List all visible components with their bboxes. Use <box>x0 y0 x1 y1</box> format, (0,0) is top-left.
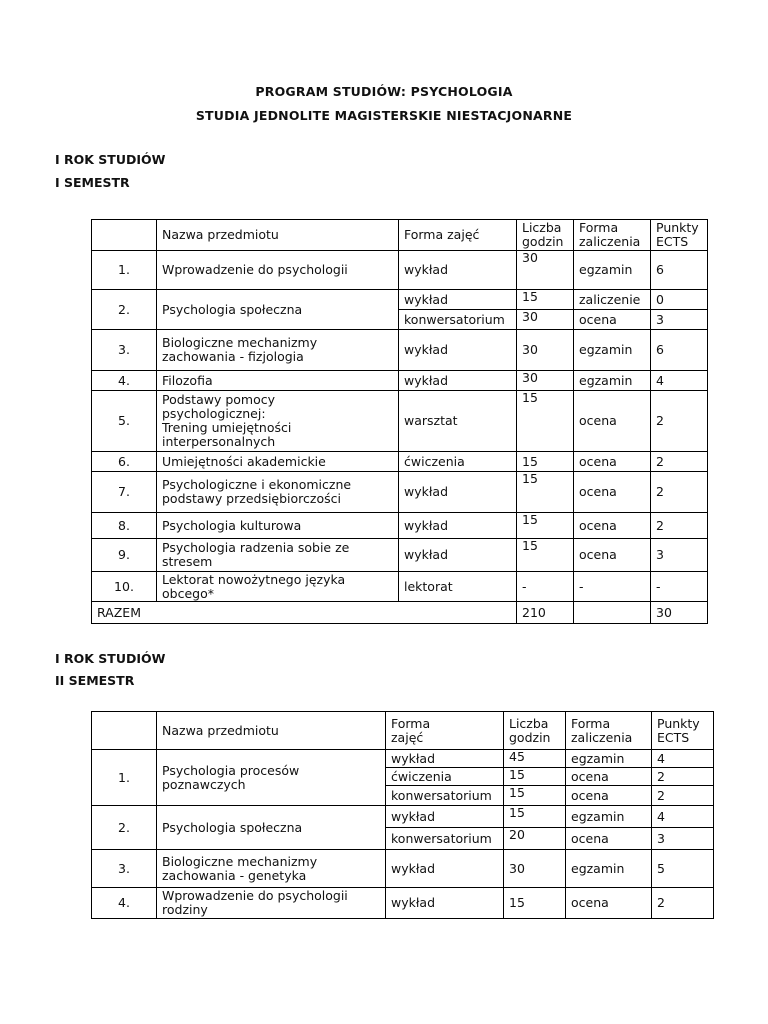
table-row <box>92 539 708 572</box>
pass-form: ocena <box>574 472 651 513</box>
pass-form: ocena <box>566 888 652 919</box>
pass-form: ocena <box>566 786 652 806</box>
row-number: 7. <box>92 472 157 513</box>
header-cell-pass: Forma zaliczenia <box>574 220 651 251</box>
hours: 15 <box>517 472 574 513</box>
total-row <box>92 602 708 624</box>
ects-points: 4 <box>652 806 714 828</box>
class-form: warsztat <box>399 391 517 452</box>
year-heading-1: I ROK STUDIÓW <box>55 152 166 167</box>
class-form: wykład <box>399 513 517 539</box>
ects-points: 2 <box>651 472 708 513</box>
hours: 20 <box>504 828 566 850</box>
table-row <box>92 330 708 371</box>
class-form: wykład <box>399 371 517 391</box>
row-number: 4. <box>92 371 157 391</box>
table-row <box>92 251 708 290</box>
ects-points: 2 <box>651 452 708 472</box>
class-form: lektorat <box>399 572 517 602</box>
table-row <box>92 290 708 310</box>
subject-name: Podstawy pomocy psychologicznej: Trening umiejętności interpersonalnych <box>157 391 399 452</box>
class-form: wykład <box>386 806 504 828</box>
hours: - <box>517 572 574 602</box>
class-form: wykład <box>386 888 504 919</box>
ects-points: 2 <box>651 513 708 539</box>
subject-name: Psychologia procesów poznawczych <box>157 750 386 806</box>
hours: 15 <box>504 786 566 806</box>
hours: 15 <box>517 539 574 572</box>
table-row <box>92 391 708 452</box>
ects-points: 6 <box>651 251 708 290</box>
header-cell-hours: Liczba godzin <box>517 220 574 251</box>
class-form: wykład <box>399 330 517 371</box>
table-row <box>92 452 708 472</box>
hours: 15 <box>517 452 574 472</box>
class-form: wykład <box>399 251 517 290</box>
table-row <box>92 472 708 513</box>
hours: 30 <box>517 371 574 391</box>
row-number: 1. <box>92 251 157 290</box>
hours: 45 <box>504 750 566 768</box>
ects-points: 0 <box>651 290 708 310</box>
table-row <box>92 572 708 602</box>
ects-points: 3 <box>651 310 708 330</box>
semester-2-table <box>91 711 714 919</box>
pass-form: zaliczenie <box>574 290 651 310</box>
ects-points: - <box>651 572 708 602</box>
hours: 15 <box>504 768 566 786</box>
pass-form: - <box>574 572 651 602</box>
ects-points: 2 <box>652 888 714 919</box>
row-number: 9. <box>92 539 157 572</box>
pass-form: ocena <box>574 391 651 452</box>
header-cell-ects: Punkty ECTS <box>652 712 714 750</box>
hours: 15 <box>517 391 574 452</box>
class-form: ćwiczenia <box>386 768 504 786</box>
ects-points: 3 <box>652 828 714 850</box>
header-cell-ects: Punkty ECTS <box>651 220 708 251</box>
table-row <box>92 806 714 828</box>
row-number: 2. <box>92 290 157 330</box>
subject-name: Biologiczne mechanizmy zachowania - fizjologia <box>157 330 399 371</box>
ects-points: 2 <box>651 391 708 452</box>
row-number: 3. <box>92 850 157 888</box>
subject-name: Wprowadzenie do psychologii <box>157 251 399 290</box>
header-cell-number <box>92 220 157 251</box>
pass-form: ocena <box>574 513 651 539</box>
pass-form: egzamin <box>566 850 652 888</box>
semester-heading-2: II SEMESTR <box>55 673 135 688</box>
row-number: 1. <box>92 750 157 806</box>
header-cell-pass: Forma zaliczenia <box>566 712 652 750</box>
class-form: ćwiczenia <box>399 452 517 472</box>
hours: 15 <box>504 806 566 828</box>
pass-form: ocena <box>574 539 651 572</box>
ects-points: 3 <box>651 539 708 572</box>
subject-name: Umiejętności akademickie <box>157 452 399 472</box>
class-form: konwersatorium <box>386 786 504 806</box>
subject-name: Wprowadzenie do psychologii rodziny <box>157 888 386 919</box>
table-row <box>92 888 714 919</box>
total-label: RAZEM <box>92 602 517 624</box>
ects-points: 2 <box>652 768 714 786</box>
pass-form: egzamin <box>574 251 651 290</box>
pass-form: ocena <box>566 768 652 786</box>
ects-points: 2 <box>652 786 714 806</box>
pass-form: ocena <box>566 828 652 850</box>
total-hours: 210 <box>517 602 574 624</box>
class-form: wykład <box>386 850 504 888</box>
table-row <box>92 513 708 539</box>
class-form: konwersatorium <box>399 310 517 330</box>
table-row <box>92 750 714 768</box>
header-cell-hours: Liczba godzin <box>504 712 566 750</box>
row-number: 4. <box>92 888 157 919</box>
page-title: PROGRAM STUDIÓW: PSYCHOLOGIA <box>255 84 513 99</box>
page-subtitle: STUDIA JEDNOLITE MAGISTERSKIE NIESTACJONARNE <box>195 108 573 123</box>
subject-name: Lektorat nowożytnego języka obcego* <box>157 572 399 602</box>
hours: 15 <box>517 290 574 310</box>
table-header-row <box>92 712 714 750</box>
class-form: wykład <box>399 472 517 513</box>
pass-form: ocena <box>574 310 651 330</box>
subject-name: Psychologia społeczna <box>157 290 399 330</box>
row-number: 10. <box>92 572 157 602</box>
pass-form: egzamin <box>574 371 651 391</box>
pass-form: egzamin <box>574 330 651 371</box>
subject-name: Psychologia kulturowa <box>157 513 399 539</box>
pass-form: egzamin <box>566 806 652 828</box>
hours: 15 <box>504 888 566 919</box>
hours: 30 <box>517 310 574 330</box>
class-form: wykład <box>399 290 517 310</box>
row-number: 5. <box>92 391 157 452</box>
table-row <box>92 371 708 391</box>
ects-points: 4 <box>651 371 708 391</box>
pass-form: ocena <box>574 452 651 472</box>
year-heading-2: I ROK STUDIÓW <box>55 651 166 666</box>
subject-name: Filozofia <box>157 371 399 391</box>
class-form: konwersatorium <box>386 828 504 850</box>
table-header-row <box>92 220 708 251</box>
row-number: 2. <box>92 806 157 850</box>
subject-name: Biologiczne mechanizmy zachowania - genetyka <box>157 850 386 888</box>
subject-name: Psychologia społeczna <box>157 806 386 850</box>
subject-name: Psychologia radzenia sobie ze stresem <box>157 539 399 572</box>
hours: 30 <box>504 850 566 888</box>
semester-1-table <box>91 219 708 624</box>
header-cell-form: Forma zajęć <box>399 220 517 251</box>
ects-points: 6 <box>651 330 708 371</box>
header-cell-number <box>92 712 157 750</box>
header-cell-form: Forma zajęć <box>386 712 504 750</box>
row-number: 3. <box>92 330 157 371</box>
hours: 30 <box>517 330 574 371</box>
header-cell-name: Nazwa przedmiotu <box>157 712 386 750</box>
hours: 30 <box>517 251 574 290</box>
table-row <box>92 850 714 888</box>
total-ects: 30 <box>651 602 708 624</box>
row-number: 6. <box>92 452 157 472</box>
semester-heading-1: I SEMESTR <box>55 175 130 190</box>
total-pass-empty <box>574 602 651 624</box>
header-cell-name: Nazwa przedmiotu <box>157 220 399 251</box>
hours: 15 <box>517 513 574 539</box>
class-form: wykład <box>399 539 517 572</box>
class-form: wykład <box>386 750 504 768</box>
ects-points: 4 <box>652 750 714 768</box>
ects-points: 5 <box>652 850 714 888</box>
row-number: 8. <box>92 513 157 539</box>
subject-name: Psychologiczne i ekonomiczne podstawy przedsiębiorczości <box>157 472 399 513</box>
pass-form: egzamin <box>566 750 652 768</box>
